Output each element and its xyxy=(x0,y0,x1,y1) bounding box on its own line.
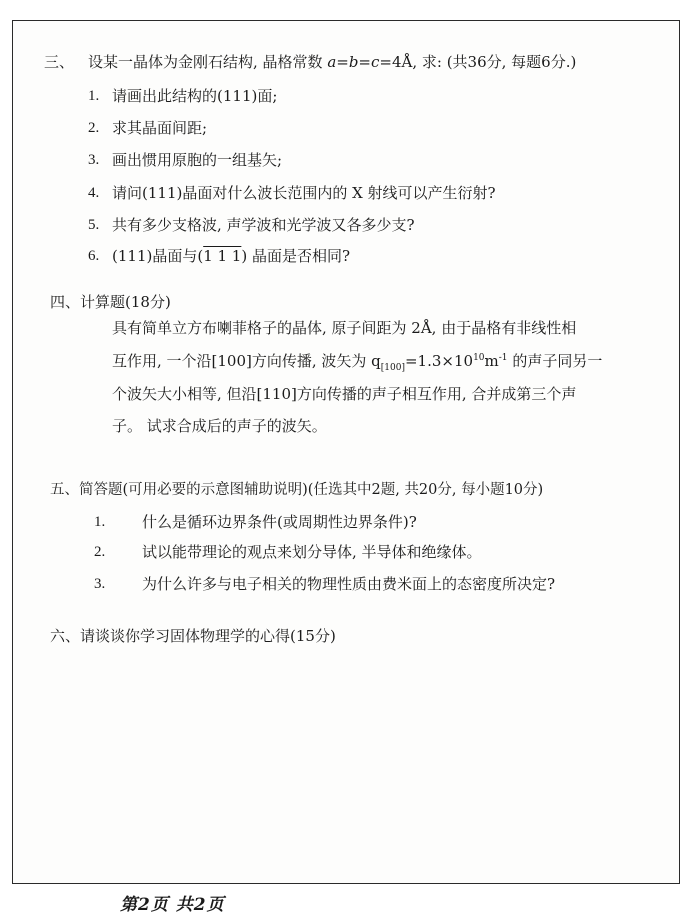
section4-line2-pre: 互作用, 一个沿[100]方向传播, 波矢为 q xyxy=(112,352,381,370)
section3-item6-bar-indices: 1 1 1 xyxy=(203,247,242,265)
section4-line2-sup: 10 xyxy=(473,353,485,363)
section6-heading: 六、请谈谈你学习固体物理学的心得(15分) xyxy=(50,627,336,645)
section5-heading: 五、简答题(可用必要的示意图辅助说明)(任选其中2题, 共20分, 每小题10分) xyxy=(50,482,544,498)
section5-item3-num: 3. xyxy=(94,576,106,592)
section3-label: 三、 xyxy=(44,53,75,71)
section4-line2-unit-sup: -1 xyxy=(498,353,508,363)
section3-item6-post: ) 晶面是否相同? xyxy=(241,247,351,265)
section3-item6-num: 6. xyxy=(88,248,100,264)
section4-line2-post: 的声子同另一 xyxy=(507,352,603,370)
section3-intro xyxy=(88,52,576,72)
section4-line3: 个波矢大小相等, 但沿[110]方向传播的声子相互作用, 合并成第三个声 xyxy=(112,385,577,403)
section3-item3-text: 画出惯用原胞的一组基矢; xyxy=(112,151,283,169)
section5-item1-num: 1. xyxy=(94,514,106,530)
page-number-footer: 第2页 共2页 xyxy=(120,895,225,915)
section3-item5-num: 5. xyxy=(88,217,100,233)
section3-item6-text xyxy=(112,246,350,266)
section4-line2-unit: m xyxy=(484,352,499,370)
section3-item4-text: 请问(111)晶面对什么波长范围内的 X 射线可以产生衍射? xyxy=(112,184,496,202)
section3-item2-text: 求其晶面间距; xyxy=(112,119,208,137)
section3-item6-pre: (111)晶面与( xyxy=(112,247,204,265)
section3-item5-text: 共有多少支格波, 声学波和光学波又各多少支? xyxy=(112,216,415,234)
section5-item2-text: 试以能带理论的观点来划分导体, 半导体和绝缘体。 xyxy=(142,543,482,561)
section3-item1-text: 请画出此结构的(111)面; xyxy=(112,87,278,105)
section3-intro-pre: 设某一晶体为金刚石结构, 晶格常数 xyxy=(88,53,328,71)
section3-item3-num: 3. xyxy=(88,152,100,168)
section3-intro-var: a=b=c xyxy=(327,53,380,71)
section4-line2 xyxy=(112,351,602,371)
section4-line2-mid: =1.3×10 xyxy=(404,352,474,370)
section3-item2-num: 2. xyxy=(88,120,100,136)
section4-line4: 子。 试求合成后的声子的波矢。 xyxy=(112,417,327,435)
section5-item1-text: 什么是循环边界条件(或周期性边界条件)? xyxy=(142,513,417,531)
section3-intro-post: =4Å, 求: (共36分, 每题6分.) xyxy=(379,53,577,71)
section3-item4-num: 4. xyxy=(88,185,100,201)
section4-heading: 四、计算题(18分) xyxy=(50,293,171,311)
section4-line2-sub: [100] xyxy=(380,363,405,373)
section4-line1: 具有简单立方布喇菲格子的晶体, 原子间距为 2Å, 由于晶格有非线性相 xyxy=(112,319,577,337)
section5-item2-num: 2. xyxy=(94,544,106,560)
section5-item3-text: 为什么许多与电子相关的物理性质由费米面上的态密度所决定? xyxy=(142,575,556,593)
section3-item1-num: 1. xyxy=(88,88,100,104)
